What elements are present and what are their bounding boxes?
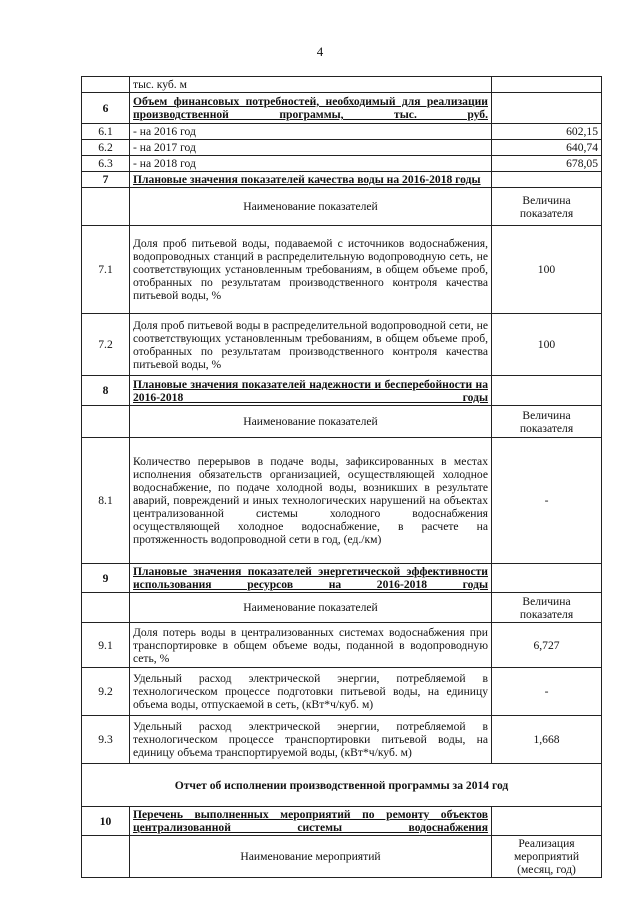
report-title: Отчет об исполнении производственной программы за 2014 год	[82, 764, 602, 807]
column-header-value: Величина показателя	[492, 188, 602, 226]
indicator-name: Удельный расход электрической энергии, потребляемой в технологическом процессе транспортировки питьевой воды, на единицу объема транспортируемой воды, (кВт*ч/куб. м)	[130, 716, 492, 764]
indicator-value: -	[492, 668, 602, 716]
row-number: 9.1	[82, 623, 130, 668]
indicator-name: - на 2016 год	[130, 124, 492, 140]
table-row	[82, 593, 602, 623]
indicator-name: Удельный расход электрической энергии, потребляемой в технологическом процессе подготовки питьевой воды, на единицу объема воды, отпускаемой в сеть, (кВт*ч/куб. м)	[130, 668, 492, 716]
indicator-value: -	[492, 438, 602, 564]
section-row	[82, 93, 602, 124]
row-number: 8	[82, 376, 130, 406]
section-row	[82, 807, 602, 836]
section-row	[82, 376, 602, 406]
section-row	[82, 172, 602, 188]
row-number: 9.3	[82, 716, 130, 764]
indicator-value	[492, 564, 602, 593]
table-row	[82, 314, 602, 376]
row-number: 10	[82, 807, 130, 836]
title-row	[82, 764, 602, 807]
table-row	[82, 124, 602, 140]
row-number: 9.2	[82, 668, 130, 716]
column-header-name: Наименование показателей	[130, 188, 492, 226]
table-row	[82, 156, 602, 172]
column-header-value: Величина показателя	[492, 406, 602, 438]
column-header-name: Наименование мероприятий	[130, 836, 492, 878]
row-number	[82, 836, 130, 878]
indicator-value: 640,74	[492, 140, 602, 156]
row-number	[82, 77, 130, 93]
indicator-name: Количество перерывов в подаче воды, зафиксированных в местах исполнения обязательств организацией, осуществляющей холодное водоснабжение, по подаче холодной воды, возникших в результате аварий, повреждений и иных технологических нарушений на объектах централизованной системы холодного водоснабжения осуществляющей холодное водоснабжение, в расчете на протяженность водопроводной сети в год, (ед./км)	[130, 438, 492, 564]
indicator-name: Доля проб питьевой воды, подаваемой с источников водоснабжения, водопроводных станций в распределительную водопроводную сеть, не соответствующих установленным требованиям, в общем объеме проб, отобранных по результатам производственного контроля качества питьевой воды, %	[130, 226, 492, 314]
table-row	[82, 188, 602, 226]
row-number: 7	[82, 172, 130, 188]
row-number	[82, 593, 130, 623]
table-row	[82, 668, 602, 716]
row-number: 7.1	[82, 226, 130, 314]
table-row	[82, 226, 602, 314]
row-number: 7.2	[82, 314, 130, 376]
section-heading: Объем финансовых потребностей, необходимый для реализации производственной программы, тыс. руб.	[130, 93, 492, 124]
table-row	[82, 716, 602, 764]
indicator-name: - на 2018 год	[130, 156, 492, 172]
table-row	[82, 438, 602, 564]
column-header-value: Реализация мероприятий (месяц, год)	[492, 836, 602, 878]
indicator-value: 678,05	[492, 156, 602, 172]
indicator-value	[492, 77, 602, 93]
indicator-value	[492, 172, 602, 188]
indicator-name: тыс. куб. м	[130, 77, 492, 93]
row-number: 6.3	[82, 156, 130, 172]
indicator-value: 602,15	[492, 124, 602, 140]
row-number: 6.2	[82, 140, 130, 156]
indicator-name: Доля потерь воды в централизованных системах водоснабжения при транспортировке в общем объеме воды, поданной в водопроводную сеть, %	[130, 623, 492, 668]
row-number	[82, 406, 130, 438]
column-header-value: Величина показателя	[492, 593, 602, 623]
indicator-name: Доля проб питьевой воды в распределительной водопроводной сети, не соответствующих установленным требованиям, в общем объеме проб, отобранных по результатам производственного контроля качества питьевой воды, %	[130, 314, 492, 376]
section-row	[82, 564, 602, 593]
indicator-value: 100	[492, 226, 602, 314]
indicator-value	[492, 807, 602, 836]
row-number: 6.1	[82, 124, 130, 140]
section-heading: Плановые значения показателей энергетической эффективности использования ресурсов на 2016-2018 годы	[130, 564, 492, 593]
table-row	[82, 623, 602, 668]
row-number: 6	[82, 93, 130, 124]
column-header-name: Наименование показателей	[130, 593, 492, 623]
page-number: 4	[316, 44, 324, 59]
indicator-value	[492, 376, 602, 406]
table-row	[82, 77, 602, 93]
section-heading: Плановые значения показателей качества воды на 2016-2018 годы	[130, 172, 492, 188]
table-row	[82, 836, 602, 878]
indicator-value	[492, 93, 602, 124]
table-row	[82, 406, 602, 438]
indicator-value: 6,727	[492, 623, 602, 668]
row-number: 8.1	[82, 438, 130, 564]
row-number: 9	[82, 564, 130, 593]
section-heading: Плановые значения показателей надежности и бесперебойности на 2016-2018 годы	[130, 376, 492, 406]
section-heading: Перечень выполненных мероприятий по ремонту объектов централизованной системы водоснабжения	[130, 807, 492, 836]
row-number	[82, 188, 130, 226]
indicator-value: 100	[492, 314, 602, 376]
column-header-name: Наименование показателей	[130, 406, 492, 438]
indicator-value: 1,668	[492, 716, 602, 764]
program-table	[81, 76, 602, 878]
indicator-name: - на 2017 год	[130, 140, 492, 156]
table-row	[82, 140, 602, 156]
